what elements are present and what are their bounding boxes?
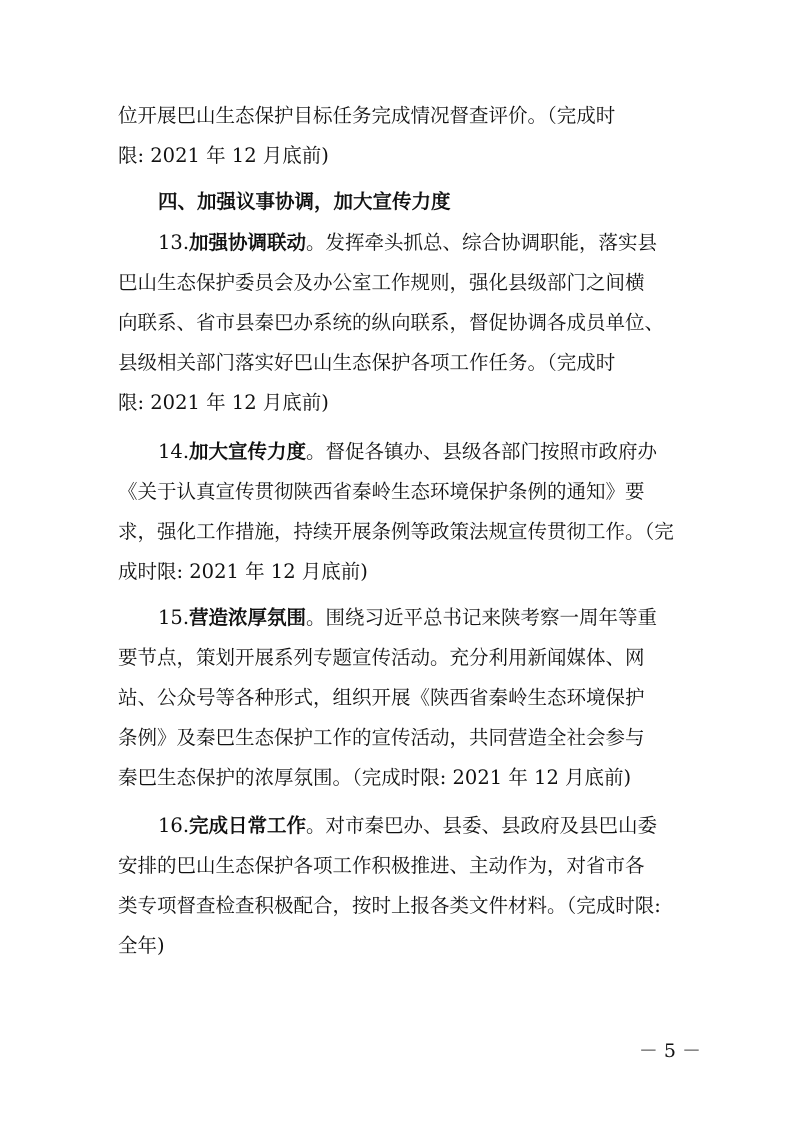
item-text: 。督促各镇办、县级各部门按照市政府办 <box>306 440 658 463</box>
paragraph-line: 限: 2021 年 12 月底前) <box>118 144 329 167</box>
paragraph-line: 县级相关部门落实好巴山生态保护各项工作任务。（完成时 <box>118 351 616 374</box>
paragraph-line: 《关于认真宣传贯彻陕西省秦岭生态环境保护条例的通知》要 <box>118 480 645 503</box>
item-number: 15. <box>158 606 190 629</box>
section-heading: 四、加强议事协调，加大宣传力度 <box>158 190 451 213</box>
paragraph-line: 要节点，策划开展系列专题宣传活动。充分利用新闻媒体、网 <box>118 646 645 669</box>
item-text: 。对市秦巴办、县委、县政府及县巴山委 <box>306 814 658 837</box>
item-number: 16. <box>158 814 190 837</box>
item-text: 。发挥牵头抓总、综合协调职能，落实县 <box>306 231 658 254</box>
paragraph-line: 条例》及秦巴生态保护工作的宣传活动，共同营造全社会参与 <box>118 726 645 749</box>
item-15-first-line <box>158 598 698 638</box>
item-13-first-line <box>158 223 698 263</box>
paragraph-line: 成时限: 2021 年 12 月底前) <box>118 560 368 583</box>
paragraph-line: 向联系、省市县秦巴办系统的纵向联系，督促协调各成员单位、 <box>118 311 665 334</box>
paragraph-line: 求，强化工作措施，持续开展条例等政策法规宣传贯彻工作。（完 <box>118 520 674 543</box>
item-title: 加强协调联动 <box>189 231 307 254</box>
item-title: 营造浓厚氛围 <box>189 606 307 629</box>
paragraph-line: 位开展巴山生态保护目标任务完成情况督查评价。（完成时 <box>118 104 616 127</box>
item-text: 。围绕习近平总书记来陕考察一周年等重 <box>306 606 658 629</box>
item-14-first-line <box>158 432 698 472</box>
paragraph-line: 巴山生态保护委员会及办公室工作规则，强化县级部门之间横 <box>118 271 645 294</box>
item-16-first-line <box>158 806 698 846</box>
paragraph-line: 类专项督查检查积极配合，按时上报各类文件材料。（完成时限: <box>118 894 661 917</box>
item-title: 完成日常工作 <box>189 814 307 837</box>
item-number: 14. <box>158 440 190 463</box>
paragraph-line: 安排的巴山生态保护各项工作积极推进、主动作为，对省市各 <box>118 854 645 877</box>
item-number: 13. <box>158 231 190 254</box>
paragraph-line: 限: 2021 年 12 月底前) <box>118 391 329 414</box>
item-title: 加大宣传力度 <box>189 440 307 463</box>
paragraph-line: 秦巴生态保护的浓厚氛围。（完成时限: 2021 年 12 月底前) <box>118 766 632 789</box>
page-number: － 5 － <box>638 1040 701 1062</box>
paragraph-line: 全年) <box>118 934 165 957</box>
paragraph-line: 站、公众号等各种形式，组织开展《陕西省秦岭生态环境保护 <box>118 686 645 709</box>
